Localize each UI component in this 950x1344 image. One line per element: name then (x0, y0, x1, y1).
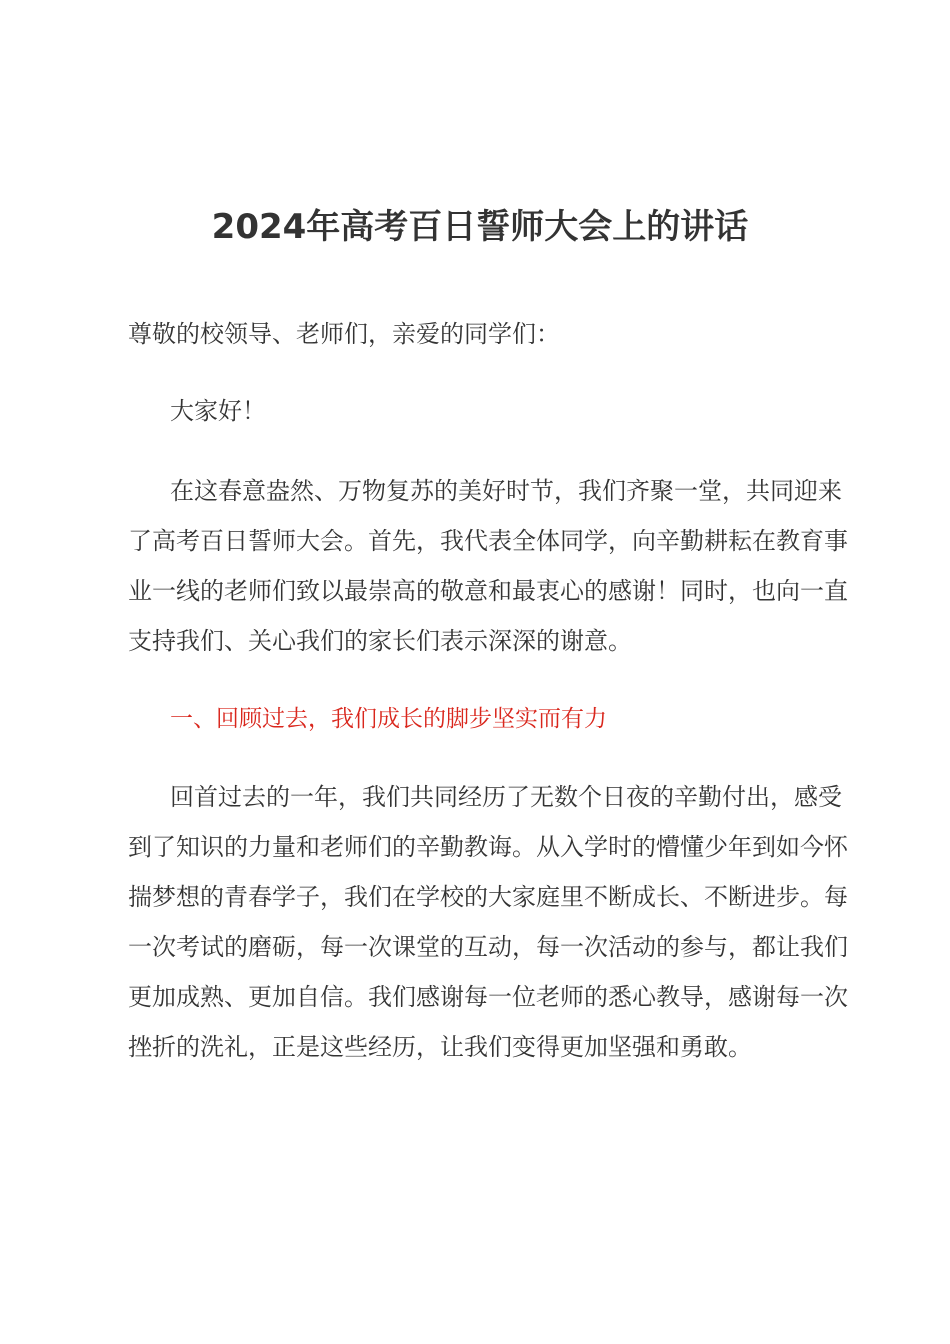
section-heading: 一、回顾过去，我们成长的脚步坚实而有力 (170, 706, 607, 732)
salutation: 尊敬的校领导、老师们，亲爱的同学们： (128, 320, 560, 348)
greeting: 大家好！ (170, 397, 266, 425)
document-title: 2024年高考百日誓师大会上的讲话 (211, 207, 749, 247)
paragraph-review: 回首过去的一年，我们共同经历了无数个日夜的辛勤付出，感受到了知识的力量和老师们的辛勤教诲。从入学时的懵懂少年到如今怀揣梦想的青春学子，我们在学校的大家庭里不断成长、不断进步。每一次考试的磨砺，每一次课堂的互动，每一次活动的参与，都让我们更加成熟、更加自信。我们感谢每一位老师的悉心教导，感谢每一次挫折的洗礼，正是这些经历，让我们变得更加坚强和勇敢。 (128, 783, 848, 1061)
paragraph-intro: 在这春意盎然、万物复苏的美好时节，我们齐聚一堂，共同迎来了高考百日誓师大会。首先，我代表全体同学，向辛勤耕耘在教育事业一线的老师们致以最崇高的敬意和最衷心的感谢！同时，也向一直支持我们、关心我们的家长们表示深深的谢意。 (128, 477, 848, 655)
